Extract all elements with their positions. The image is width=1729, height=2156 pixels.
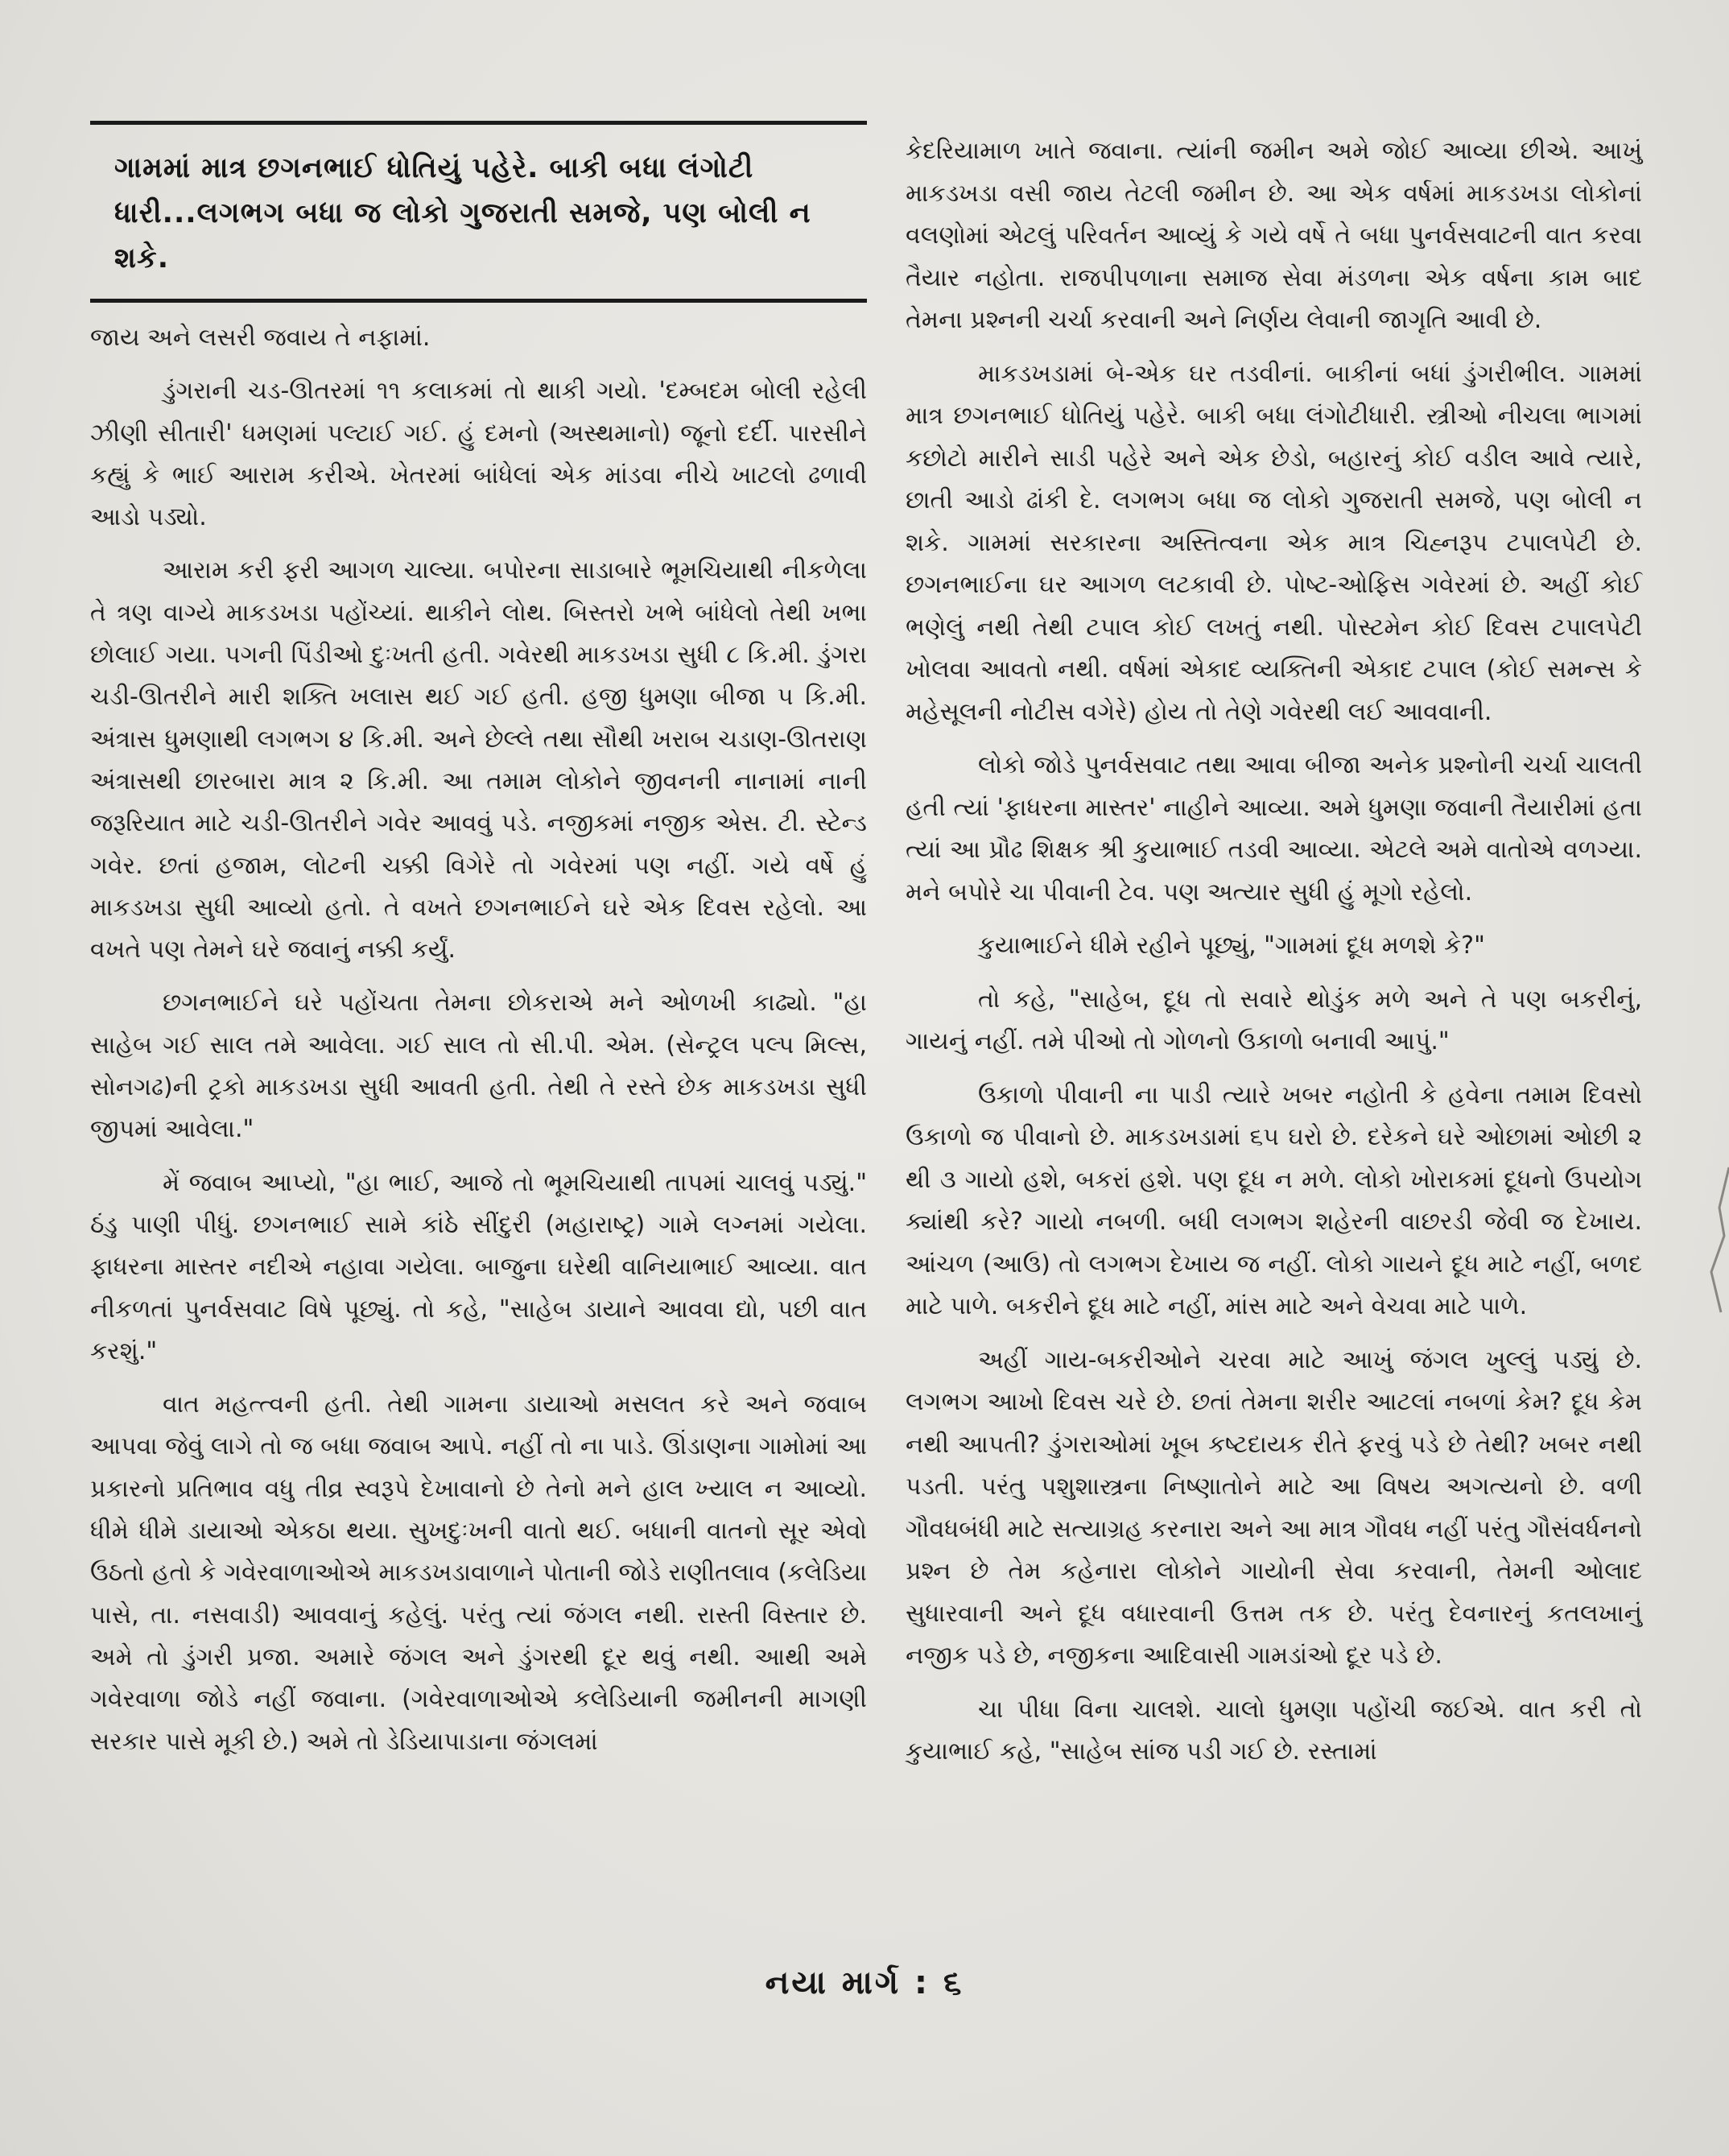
paragraph: લોકો જોડે પુનર્વસવાટ તથા આવા બીજા અનેક પ્રશ્નોની ચર્ચા ચાલતી હતી ત્યાં 'ફાધરના માસ્તર' નાહીને આવ્યા. અમે ધુમણા જવાની તૈયારીમાં હતા ત્યાં આ પ્રૌઢ શિક્ષક શ્રી કુયાભાઈ તડવી આવ્યા. એટલે અમે વાતોએ વળગ્યા. મને બપોરે ચા પીવાની ટેવ. પણ અત્યાર સુધી હું મૂગો રહેલો. <box>906 751 1642 907</box>
right-column <box>906 130 1642 1785</box>
paragraph: માકડખડામાં બે-એક ઘર તડવીનાં. બાકીનાં બધાં ડુંગરીભીલ. ગામમાં માત્ર છગનભાઈ ધોતિયું પહેરે. બાકી બધા લંગોટીધારી. સ્ત્રીઓ નીચલા ભાગમાં કછોટો મારીને સાડી પહેરે અને એક છેડો, બહારનું કોઈ વડીલ આવે ત્યારે, છાતી આડો ઢાંકી દે. લગભગ બધા જ લોકો ગુજરાતી સમજે, પણ બોલી ન શકે. ગામમાં સરકારના અસ્તિત્વના એક માત્ર ચિહ્નરૂપ ટપાલપેટી છે. છગનભાઈના ઘર આગળ લટકાવી છે. પોષ્ટ-ઓફિસ ગવેરમાં છે. અહીં કોઈ ભણેલું નથી તેથી ટપાલ કોઈ લખતું નથી. પોસ્ટમેન કોઈ દિવસ ટપાલપેટી ખોલવા આવતો નથી. વર્ષમાં એકાદ વ્યક્તિની એકાદ ટપાલ (કોઈ સમન્સ કે મહેસૂલની નોટીસ વગેરે) હોય તો તેણે ગવેરથી લઈ આવવાની. <box>906 359 1642 726</box>
left-column <box>90 121 867 1774</box>
paragraph: કેદરિયામાળ ખાતે જવાના. ત્યાંની જમીન અમે જોઈ આવ્યા છીએ. આખું માકડખડા વસી જાય તેટલી જમીન છે. આ એક વર્ષમાં માકડખડા લોકોનાં વલણોમાં એટલું પરિવર્તન આવ્યું કે ગયે વર્ષે તે બધા પુનર્વસવાટની વાત કરવા તૈયાર નહોતા. રાજપીપળાના સમાજ સેવા મંડળના એક વર્ષના કામ બાદ તેમના પ્રશ્નની ચર્ચા કરવાની અને નિર્ણય લેવાની જાગૃતિ આવી છે. <box>906 137 1642 334</box>
paragraph: મેં જવાબ આપ્યો, "હા ભાઈ, આજે તો ભૂમચિયાથી તાપમાં ચાલવું પડ્યું." ઠંડુ પાણી પીધું. છગનભાઈ સામે કાંઠે સીંદુરી (મહારાષ્ટ્ર) ગામે લગ્નમાં ગયેલા. ફાધરના માસ્તર નદીએ નહાવા ગયેલા. બાજુના ઘરેથી વાનિયાભાઈ આવ્યા. વાત નીકળતાં પુનર્વસવાટ વિષે પૂછ્યું. તો કહે, "સાહેબ ડાયાને આવવા દ્યો, પછી વાત કરશું." <box>90 1168 867 1365</box>
paragraph: જાય અને લસરી જવાય તે નફામાં. <box>90 324 431 352</box>
paragraph: કુયાભાઈને ધીમે રહીને પૂછ્યું, "ગામમાં દૂધ મળશે કે?" <box>978 931 1485 960</box>
paragraph: ચા પીધા વિના ચાલશે. ચાલો ધુમણા પહોંચી જઈએ. વાત કરી તો કુયાભાઈ કહે, "સાહેબ સાંજ પડી ગઈ છે. રસ્તામાં <box>906 1695 1642 1766</box>
pull-quote <box>90 121 867 303</box>
paragraph: વાત મહત્ત્વની હતી. તેથી ગામના ડાયાઓ મસલત કરે અને જવાબ આપવા જેવું લાગે તો જ બધા જવાબ આપે. નહીં તો ના પાડે. ઊંડાણના ગામોમાં આ પ્રકારનો પ્રતિભાવ વધુ તીવ્ર સ્વરૂપે દેખાવાનો છે તેનો મને હાલ ખ્યાલ ન આવ્યો. ધીમે ધીમે ડાયાઓ એકઠા થયા. સુખદુઃખની વાતો થઈ. બધાની વાતનો સૂર એવો ઉઠતો હતો કે ગવેરવાળાઓએ માકડખડાવાળાને પોતાની જોડે રાણીતલાવ (કલેડિયા પાસે, તા. નસવાડી) આવવાનું કહેલું. પરંતુ ત્યાં જંગલ નથી. રાસ્તી વિસ્તાર છે. અમે તો ડુંગરી પ્રજા. અમારે જંગલ અને ડુંગરથી દૂર થવું નથી. આથી અમે ગવેરવાળા જોડે નહીં જવાના. (ગવેરવાળાઓએ કલેડિયાની જમીનની માગણી સરકાર પાસે મૂકી છે.) અમે તો ડેડિયાપાડાના જંગલમાં <box>90 1390 867 1756</box>
paragraph: તો કહે, "સાહેબ, દૂધ તો સવારે થોડુંક મળે અને તે પણ બકરીનું, ગાયનું નહીં. તમે પીઓ તો ગોળનો ઉકાળો બનાવી આપું." <box>906 985 1642 1055</box>
paragraph: ડુંગરાની ચડ-ઊતરમાં ૧૧ કલાકમાં તો થાકી ગયો. 'દમ્બદમ બોલી રહેલી ઝીણી સીતારી' ધમણમાં પલ્ટાઈ ગઈ. હું દમનો (અસ્થમાનો) જૂનો દર્દી. પારસીને કહ્યું કે ભાઈ આરામ કરીએ. ખેતરમાં બાંધેલાં એક માંડવા નીચે ખાટલો ઢળાવી આડો પડ્યો. <box>90 377 867 532</box>
paragraph: આરામ કરી ફરી આગળ ચાલ્યા. બપોરના સાડાબારે ભૂમચિયાથી નીકળેલા તે ત્રણ વાગ્યે માકડખડા પહોંચ્યાં. થાકીને લોથ. બિસ્તરો ખભે બાંધેલો તેથી ખભા છોલાઈ ગયા. પગની પિંડીઓ દુઃખતી હતી. ગવેરથી માકડખડા સુધી ૮ કિ.મી. ડુંગરા ચડી-ઊતરીને મારી શક્તિ ખલાસ થઈ ગઈ હતી. હજી ધુમણા બીજા ૫ કિ.મી. અંત્રાસ ધુમણાથી લગભગ ૪ કિ.મી. અને છેલ્લે તથા સૌથી ખરાબ ચડાણ-ઊતરાણ અંત્રાસથી છારબારા માત્ર ૨ કિ.મી. આ તમામ લોકોને જીવનની નાનામાં નાની જરૂરિયાત માટે ચડી-ઊતરીને ગવેર આવવું પડે. નજીકમાં નજીક એસ. ટી. સ્ટેન્ડ ગવેર. છતાં હજામ, લોટની ચક્કી વિગેરે તો ગવેરમાં પણ નહીં. ગયે વર્ષે હું માકડખડા સુધી આવ્યો હતો. તે વખતે છગનભાઈને ઘરે એક દિવસ રહેલો. આ વખતે પણ તેમને ઘરે જવાનું નક્કી કર્યું. <box>90 556 867 964</box>
paragraph: છગનભાઈને ઘરે પહોંચતા તેમના છોકરાએ મને ઓળખી કાઢ્યો. "હા સાહેબ ગઈ સાલ તમે આવેલા. ગઈ સાલ તો સી.પી. એમ. (સેન્ટ્રલ પલ્પ મિલ્સ, સોનગઢ)ની ટ્રકો માકડખડા સુધી આવતી હતી. તેથી તે રસ્તે છેક માકડખડા સુધી જીપમાં આવેલા." <box>90 989 867 1144</box>
pull-quote-text: ગામમાં માત્ર છગનભાઈ ધોતિયું પહેરે. બાકી બધા લંગોટી ધારી...લગભગ બધા જ લોકો ગુજરાતી સમજે, પણ બોલી ન શકે. <box>114 152 811 275</box>
paragraph: ઉકાળો પીવાની ના પાડી ત્યારે ખબર નહોતી કે હવેના તમામ દિવસો ઉકાળો જ પીવાનો છે. માકડખડામાં ૬૫ ઘરો છે. દરેકને ઘરે ઓછામાં ઓછી ૨ થી ૩ ગાયો હશે, બકરાં હશે. પણ દૂધ ન મળે. લોકો ખોરાકમાં દૂધનો ઉપયોગ ક્યાંથી કરે? ગાયો નબળી. બધી લગભગ શહેરની વાછરડી જેવી જ દેખાય. આંચળ (આઉ) તો લગભગ દેખાય જ નહીં. લોકો ગાયને દૂધ માટે નહીં, બળદ માટે પાળે. બકરીને દૂધ માટે નહીં, માંસ માટે અને વેચવા માટે પાળે. <box>906 1080 1642 1320</box>
paragraph: અહીં ગાય-બકરીઓને ચરવા માટે આખું જંગલ ખુલ્લું પડ્યું છે. લગભગ આખો દિવસ ચરે છે. છતાં તેમના શરીર આટલાં નબળાં કેમ? દૂધ કેમ નથી આપતી? ડુંગરાઓમાં ખૂબ કષ્ટદાયક રીતે ફરવું પડે છે તેથી? ખબર નથી પડતી. પરંતુ પશુશાસ્ત્રના નિષ્ણાતોને માટે આ વિષય અગત્યનો છે. વળી ગૌવધબંધી માટે સત્યાગ્રહ કરનારા અને આ માત્ર ગૌવધ નહીં પરંતુ ગૌસંવર્ધનનો પ્રશ્ન છે તેમ કહેનારા લોકોને ગાયોની સેવા કરવાની, તેમની ઓલાદ સુધારવાની અને દૂધ વધારવાની ઉત્તમ તક છે. પરંતુ દેવનારનું કતલખાનું નજીક પડે છે, નજીકના આદિવાસી ગામડાંઓ દૂર પડે છે. <box>906 1345 1642 1670</box>
paper-tear-mark <box>1697 1159 1729 1320</box>
page-footer: નયા માર્ગ : ૬ <box>765 1964 964 2001</box>
